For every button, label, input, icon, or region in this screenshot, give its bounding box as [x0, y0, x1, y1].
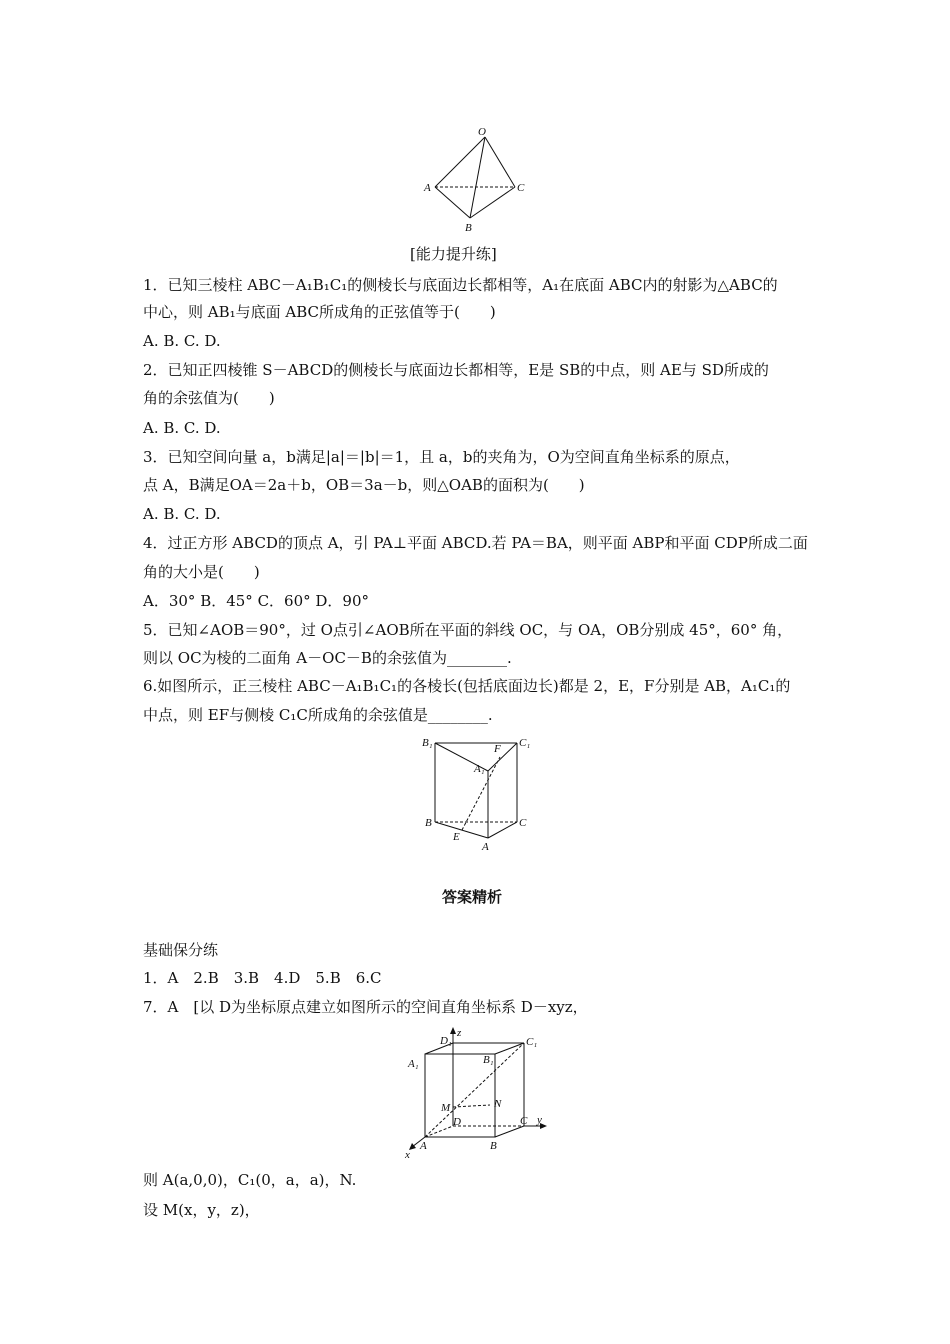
- label-d1: D₁: [440, 1035, 452, 1047]
- label-c: C: [519, 817, 527, 829]
- answers-line: 1．A 2.B 3.B 4.D 5.B 6.C: [143, 969, 382, 987]
- label-a: A: [482, 841, 489, 853]
- answer-7-line: 7．A [以 D为坐标原点建立如图所示的空间直角坐标系 D－xyz，: [143, 998, 588, 1016]
- problem-2-line-2: 角的余弦值为( ): [143, 389, 275, 407]
- label-c1: C₁: [519, 737, 531, 749]
- prism-figure: [420, 730, 540, 855]
- label-b1: B₁: [483, 1054, 494, 1066]
- problem-2-line-1: 2．已知正四棱锥 S－ABCD的侧棱长与底面边长都相等，E是 SB的中点，则 AE与 SD所成的: [143, 361, 769, 379]
- problem-5-line-2: 则以 OC为棱的二面角 A－OC－B的余弦值为________.: [143, 649, 512, 667]
- label-a1: A₁: [474, 763, 485, 775]
- label-o: O: [478, 126, 486, 138]
- problem-1-line-1: 1．已知三棱柱 ABC－A₁B₁C₁的侧棱长与底面边长都相等，A₁在底面 ABC内的射影为△ABC的: [143, 276, 778, 294]
- label-b1: B₁: [422, 737, 433, 749]
- problem-1-line-2: 中心，则 AB₁与底面 ABC所成角的正弦值等于( ): [143, 303, 496, 321]
- basic-title: 基础保分练: [143, 941, 219, 959]
- label-e: E: [453, 831, 460, 843]
- problem-6-line-2: 中点，则 EF与侧棱 C₁C所成角的余弦值是________.: [143, 706, 493, 724]
- problem-3-line-2: 点 A，B满足OA＝2a＋b，OB＝3a－b，则△OAB的面积为( ): [143, 476, 585, 494]
- coord-line: 则 A(a,0,0)，C₁(0，a，a)，N.: [143, 1171, 357, 1189]
- set-line: 设 M(x，y，z)，: [143, 1201, 260, 1219]
- label-b: B: [425, 817, 432, 829]
- tetrahedron-figure: [420, 125, 530, 235]
- label-f: F: [494, 743, 501, 755]
- label-m: M: [441, 1102, 451, 1114]
- problem-5-line-1: 5．已知∠AOB＝90°，过 O点引∠AOB所在平面的斜线 OC，与 OA，OB分别成 45°，60° 角，: [143, 621, 793, 639]
- label-c: C: [517, 182, 525, 194]
- label-y: y: [537, 1114, 542, 1126]
- problem-4-line-2: 角的大小是( ): [143, 563, 260, 581]
- problem-4-choices: A．30° B．45° C．60° D．90°: [143, 592, 370, 610]
- label-x: x: [405, 1149, 410, 1161]
- problem-3-line-1: 3．已知空间向量 a，b满足|a|＝|b|＝1，且 a，b的夹角为，O为空间直角坐标系的原点，: [143, 448, 740, 466]
- label-c1: C₁: [526, 1036, 538, 1048]
- label-n: N: [494, 1098, 502, 1110]
- label-b: B: [490, 1140, 497, 1152]
- cube-figure: [400, 1025, 560, 1165]
- problem-6-line-1: 6.如图所示，正三棱柱 ABC－A₁B₁C₁的各棱长(包括底面边长)都是 2，E，F分别是 AB，A₁C₁的: [143, 677, 791, 695]
- problem-4-line-1: 4．过正方形 ABCD的顶点 A，引 PA⊥平面 ABCD.若 PA＝BA，则平面 ABP和平面 CDP所成二面: [143, 534, 808, 552]
- label-z: z: [457, 1027, 462, 1039]
- problem-1-choices: A. B. C. D.: [143, 332, 221, 350]
- label-a: A: [420, 1140, 427, 1152]
- label-a1: A₁: [408, 1058, 419, 1070]
- label-c: C: [520, 1115, 528, 1127]
- label-b: B: [465, 222, 472, 234]
- label-d: D: [453, 1116, 461, 1128]
- problem-2-choices: A. B. C. D.: [143, 419, 221, 437]
- label-a: A: [424, 182, 431, 194]
- section-title: [能力提升练]: [410, 245, 497, 263]
- problem-3-choices: A. B. C. D.: [143, 505, 221, 523]
- answers-title: 答案精析: [442, 888, 503, 906]
